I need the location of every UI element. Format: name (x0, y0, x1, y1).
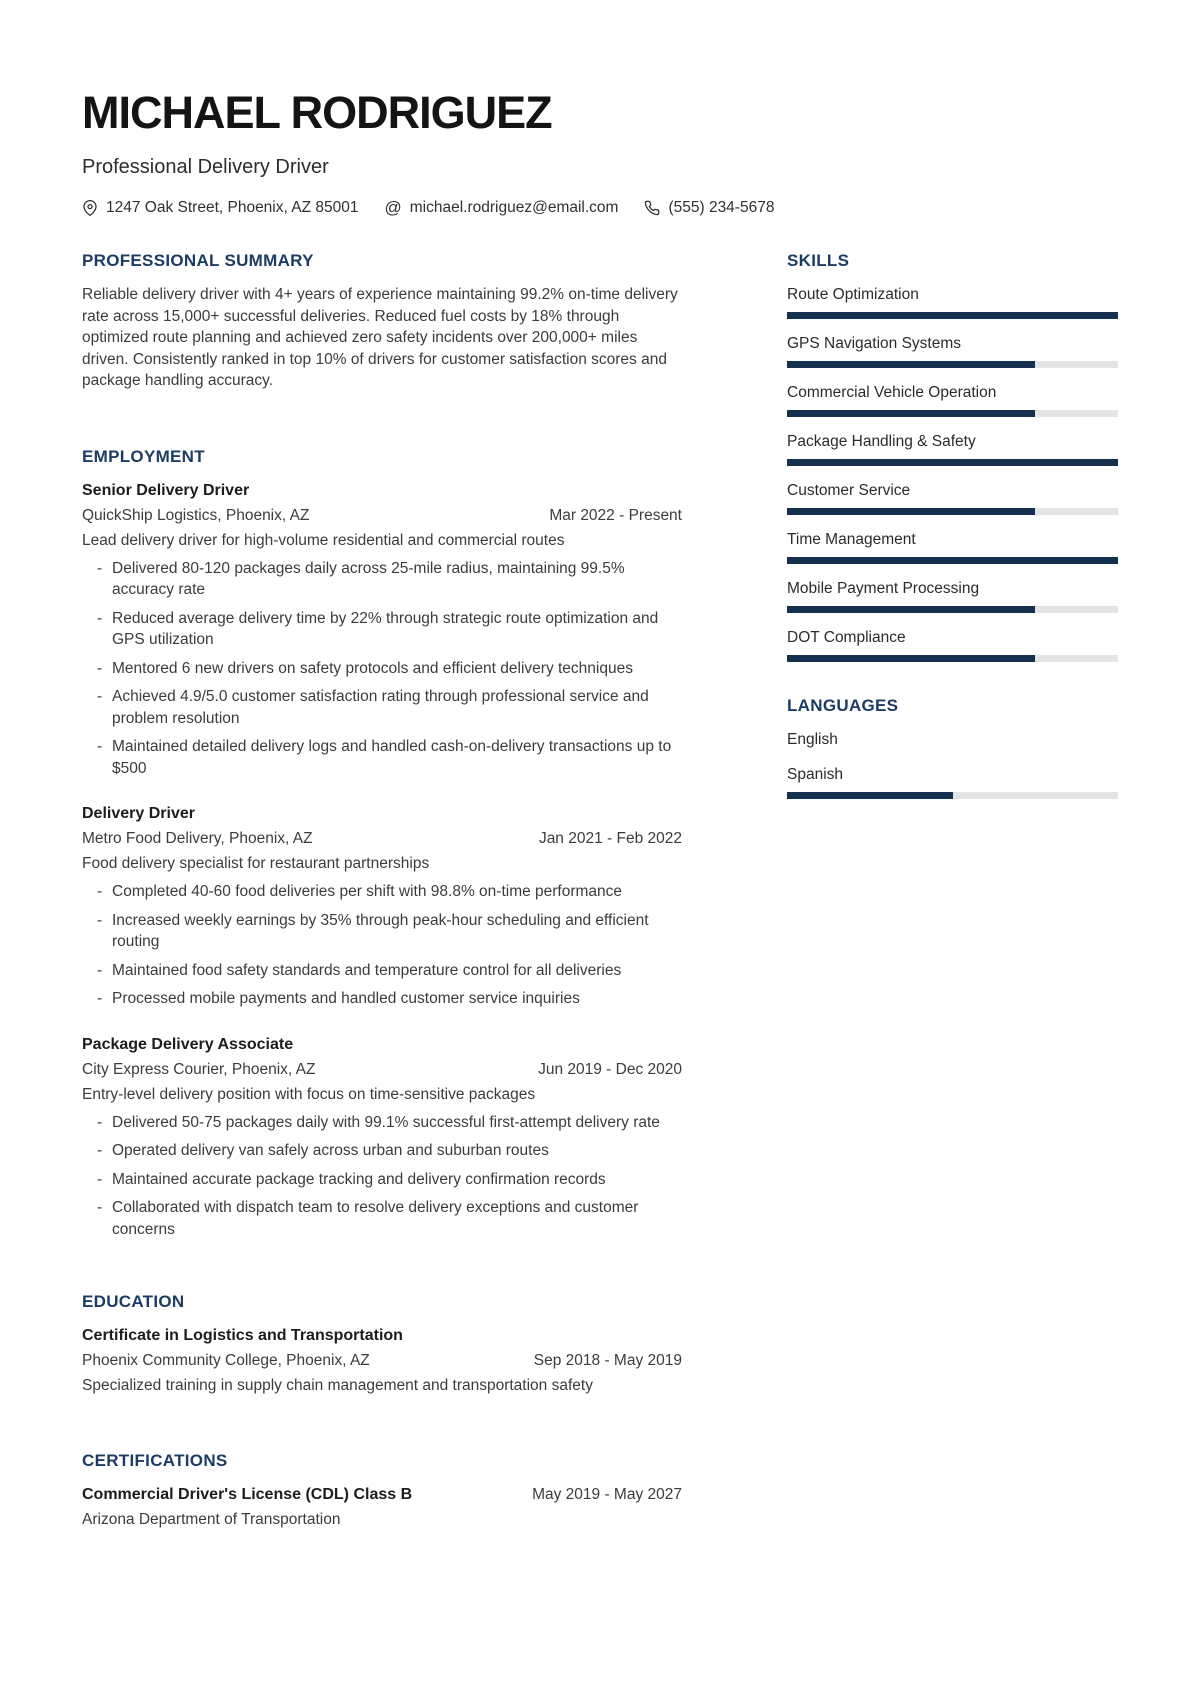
skill-bar-fill (787, 606, 1035, 613)
map-pin-icon (82, 200, 98, 216)
education-meta (82, 1350, 682, 1371)
skill-item (787, 480, 1118, 515)
education-degree: Certificate in Logistics and Transportation (82, 1327, 403, 1344)
contact-phone-text: (555) 234-5678 (668, 199, 775, 216)
skill-label: Package Handling & Safety (787, 433, 976, 450)
skill-bar (787, 410, 1118, 417)
job-meta (82, 505, 682, 526)
skill-bar-fill (787, 655, 1035, 662)
job-bullet: - Maintained detailed delivery logs and handled cash-on-delivery transactions up to $500 (82, 736, 682, 779)
skill-item (787, 431, 1118, 466)
skill-bar (787, 606, 1118, 613)
contact-email (384, 197, 618, 218)
skill-item (787, 578, 1118, 613)
section-languages (787, 696, 1118, 799)
job-bullet: - Reduced average delivery time by 22% through strategic route optimization and GPS utilization (82, 608, 682, 651)
contact-row (82, 197, 1118, 218)
skill-label: Route Optimization (787, 286, 919, 303)
job-meta (82, 828, 682, 849)
job-company: QuickShip Logistics, Phoenix, AZ (82, 506, 310, 524)
certification-dates: May 2019 - May 2027 (532, 1486, 682, 1503)
job-bullet: - Maintained accurate package tracking and delivery confirmation records (82, 1169, 682, 1191)
section-skills (787, 251, 1118, 662)
at-sign-icon: @ (384, 197, 402, 217)
job-company: City Express Courier, Phoenix, AZ (82, 1060, 316, 1078)
job-dates: Jan 2021 - Feb 2022 (538, 830, 682, 847)
contact-email-text: michael.rodriguez@email.com (409, 199, 619, 216)
certification-entry (82, 1484, 682, 1530)
job-bullet: - Delivered 50-75 packages daily with 99.1% successful first-attempt delivery rate (82, 1112, 682, 1134)
job-dates: Jun 2019 - Dec 2020 (538, 1060, 682, 1078)
language-item (787, 729, 1118, 750)
job-bullet: - Collaborated with dispatch team to resolve delivery exceptions and customer concerns (82, 1197, 682, 1240)
content-columns (82, 251, 1118, 1530)
job-bullet: - Operated delivery van safely across urban and suburban routes (82, 1140, 682, 1162)
job-title: Delivery Driver (82, 805, 195, 822)
skill-bar-fill (787, 361, 1035, 368)
contact-address (82, 197, 358, 218)
education-entry (82, 1325, 682, 1396)
job-entry (82, 803, 682, 1010)
skill-item (787, 333, 1118, 368)
sidebar-column (787, 251, 1118, 1530)
skill-item (787, 627, 1118, 662)
person-name: MICHAEL RODRIGUEZ (82, 87, 552, 138)
job-title: Package Delivery Associate (82, 1035, 294, 1053)
section-certifications (82, 1451, 682, 1530)
language-item (787, 764, 1118, 799)
skill-bar-fill (787, 410, 1035, 417)
job-bullet-list (82, 881, 682, 1010)
skill-bar-fill (787, 557, 1118, 564)
language-bar-fill (787, 792, 953, 799)
job-bullet: - Processed mobile payments and handled customer service inquiries (82, 988, 682, 1010)
skill-bar-fill (787, 508, 1035, 515)
phone-icon (644, 200, 660, 216)
person-title: Professional Delivery Driver (82, 156, 329, 178)
certifications-heading: CERTIFICATIONS (82, 1451, 228, 1470)
job-company: Metro Food Delivery, Phoenix, AZ (82, 830, 313, 847)
languages-heading: LANGUAGES (787, 696, 899, 715)
job-meta (82, 1059, 682, 1080)
skill-label: Time Management (787, 531, 916, 548)
certification-issuer: Arizona Department of Transportation (82, 1511, 341, 1528)
contact-address-text: 1247 Oak Street, Phoenix, AZ 85001 (106, 199, 359, 216)
skill-item (787, 284, 1118, 319)
skill-label: GPS Navigation Systems (787, 335, 962, 352)
skill-item (787, 529, 1118, 564)
education-heading: EDUCATION (82, 1292, 185, 1311)
skill-bar (787, 312, 1118, 319)
job-summary: Lead delivery driver for high-volume residential and commercial routes (82, 531, 565, 549)
education-description: Specialized training in supply chain management and transportation safety (82, 1377, 593, 1394)
job-bullet: - Completed 40-60 food deliveries per shift with 98.8% on-time performance (82, 881, 682, 903)
job-summary: Entry-level delivery position with focus on time-sensitive packages (82, 1085, 536, 1103)
resume-header (82, 87, 1118, 218)
section-summary (82, 251, 682, 392)
education-school: Phoenix Community College, Phoenix, AZ (82, 1352, 370, 1369)
skill-label: DOT Compliance (787, 629, 906, 646)
skill-label: Mobile Payment Processing (787, 580, 980, 597)
skill-bar-fill (787, 459, 1118, 466)
job-bullet: - Delivered 80-120 packages daily across 25-mile radius, maintaining 99.5% accuracy rate (82, 558, 682, 601)
job-bullet-list (82, 1112, 682, 1241)
skill-bar (787, 361, 1118, 368)
section-employment (82, 447, 682, 1241)
skill-bar-fill (787, 312, 1118, 319)
job-bullet-list (82, 558, 682, 780)
employment-heading: EMPLOYMENT (82, 446, 205, 466)
job-summary: Food delivery specialist for restaurant partnerships (82, 855, 430, 872)
contact-phone (644, 197, 774, 218)
job-bullet: - Mentored 6 new drivers on safety protocols and efficient delivery techniques (82, 658, 682, 680)
language-label: Spanish (787, 766, 844, 783)
summary-heading: PROFESSIONAL SUMMARY (82, 251, 314, 270)
job-bullet: - Achieved 4.9/5.0 customer satisfaction rating through professional service and problem resolution (82, 686, 682, 729)
certification-name: Commercial Driver's License (CDL) Class B (82, 1486, 413, 1503)
job-title: Senior Delivery Driver (82, 481, 250, 499)
skill-bar (787, 557, 1118, 564)
job-bullet: - Increased weekly earnings by 35% through peak-hour scheduling and efficient routing (82, 910, 682, 953)
main-column (82, 251, 682, 1530)
language-label: English (787, 731, 838, 748)
skill-label: Commercial Vehicle Operation (787, 384, 997, 401)
skill-bar (787, 508, 1118, 515)
job-dates: Mar 2022 - Present (549, 506, 682, 524)
certification-line (82, 1484, 682, 1505)
job-entry (82, 1034, 682, 1241)
skill-item (787, 382, 1118, 417)
section-education (82, 1292, 682, 1396)
skill-label: Customer Service (787, 482, 911, 499)
language-bar (787, 792, 1118, 799)
skill-bar (787, 655, 1118, 662)
skill-bar (787, 459, 1118, 466)
education-dates: Sep 2018 - May 2019 (533, 1352, 682, 1369)
job-entry (82, 480, 682, 780)
skills-heading: SKILLS (787, 251, 850, 270)
summary-text: Reliable delivery driver with 4+ years of experience maintaining 99.2% on-time delivery rate across 15,000+ successful deliveries. Reduced fuel costs by 18% through optimized route planning and achieved zero safety incidents over 200,000+ miles driven. Consistently ranked in top 10% of drivers for customer satisfaction scores and package handling accuracy. (82, 286, 678, 389)
job-bullet: - Maintained food safety standards and temperature control for all deliveries (82, 960, 682, 982)
